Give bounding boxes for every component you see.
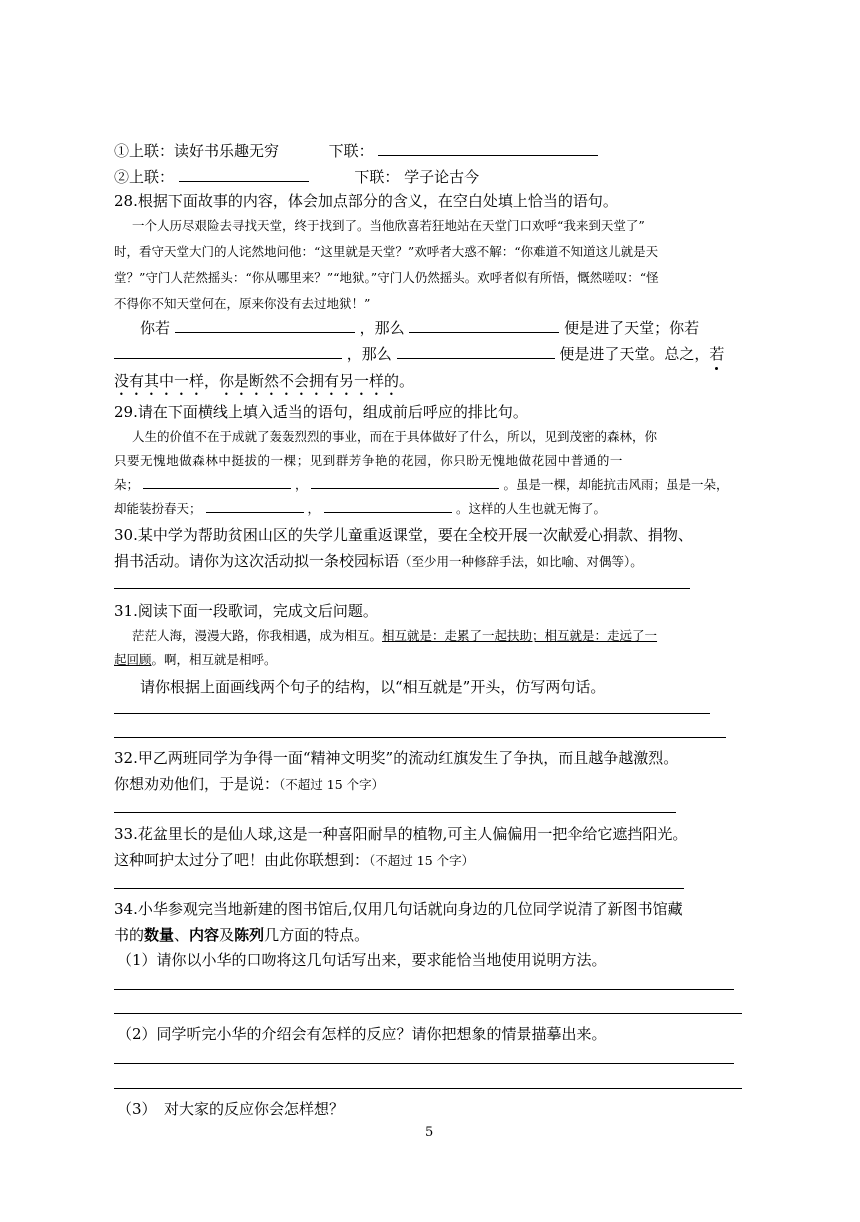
- couplet-1-lower-label: 下联：: [328, 142, 374, 160]
- q28-fill-ruo: 若: [709, 345, 725, 363]
- q34-bold-quantity: 数量: [144, 926, 175, 944]
- q29-p3-c: 。虽是一棵，却能抗击风雨；虽是一朵，: [503, 477, 729, 492]
- q33-line-1: 33.花盆里长的是仙人球,这是一种喜阳耐旱的植物,可主人偏偏用一把伞给它遮挡阳光。: [114, 825, 688, 843]
- q29-blank-4[interactable]: [324, 499, 452, 513]
- q31-answer-line-2[interactable]: [114, 737, 726, 738]
- q32-line-1: 32.甲乙两班同学为争得一面“精神文明奖”的流动红旗发生了争执，而且越争越激烈。: [114, 749, 679, 767]
- couplet-1-upper: ①上联：读好书乐趣无穷: [114, 142, 280, 160]
- q28-fill-c: 便是进了天堂；你若: [564, 319, 700, 337]
- q34-sub-2: （2）同学听完小华的介绍会有怎样的反应？请你把想象的情景描摹出来。: [117, 1025, 607, 1043]
- q28-fill-a: 你若: [140, 319, 171, 337]
- q34-line-2: [114, 924, 369, 945]
- q32-note: （不超过 15 个字）: [279, 777, 385, 792]
- couplet-2-upper-blank[interactable]: [179, 165, 309, 182]
- q34-answer-line-2[interactable]: [114, 1013, 742, 1014]
- q34-sub-1: （1）请你以小华的口吻将这几句话写出来，要求能恰当地使用说明方法。: [117, 951, 607, 969]
- q31-task: 请你根据上面画线两个句子的结构，以“相互就是”开头，仿写两句话。: [140, 678, 606, 696]
- q30-answer-line[interactable]: [114, 588, 690, 589]
- q28-dotted-sentence: 没有其中一样，你是断然不会拥有另一样的。: [114, 372, 415, 390]
- q34-sep-2: 及: [219, 926, 235, 944]
- q34-bold-content: 内容: [189, 926, 220, 944]
- q31-lyric-underlined: 相互就是：走累了一起扶助；相互就是：走远了一: [382, 628, 658, 643]
- q28-story-line-2: 时，看守天堂大门的人诧然地问他：“这里就是天堂？”欢呼者大惑不解：“你难道不知道这儿就是天: [114, 244, 659, 259]
- couplet-2-upper-label: ②上联：: [114, 168, 175, 186]
- q28-story-line-3: 堂？”守门人茫然摇头：“你从哪里来？”“地狱。”守门人仍然摇头。欢呼者似有所悟，慨然嗟叹：“怪: [114, 270, 659, 285]
- q34-sub-3: （3） 对大家的反应你会怎样想？: [117, 1100, 345, 1118]
- q31-lyric-underlined-2: 起回顾: [114, 652, 152, 667]
- q31-answer-line-1[interactable]: [114, 713, 710, 714]
- q28-fill-b: ，那么: [359, 319, 405, 337]
- q28-story-line-4: 不得你不知天堂何在，原来你没有去过地狱！”: [114, 296, 371, 311]
- q29-p4-c: 。这样的人生也就无悔了。: [455, 501, 606, 516]
- q29-para-line-3: [114, 475, 728, 493]
- q28-fill-d: ，那么: [346, 345, 392, 363]
- q29-p3-b: ，: [294, 477, 308, 492]
- q30-line-2: [114, 550, 643, 571]
- couplet-row-2: [114, 165, 479, 187]
- q30-line-2-text: 捐书活动。请你为这次活动拟一条校园标语: [114, 552, 400, 570]
- q28-fill-line-1: [140, 316, 699, 338]
- q29-para-line-1: 人生的价值不在于成就了轰轰烈烈的事业，而在于具体做好了什么，所以，见到茂密的森林，你: [132, 429, 658, 444]
- couplet-row-1: [114, 139, 598, 161]
- q28-title: 28.根据下面故事的内容，体会加点部分的含义，在空白处填上恰当的语句。: [114, 192, 618, 210]
- q31-lyric-line-1: [132, 626, 657, 644]
- q32-line-2-text: 你想劝劝他们，于是说：: [114, 775, 280, 793]
- q34-answer-line-3[interactable]: [114, 1063, 734, 1064]
- q29-blank-1[interactable]: [143, 475, 291, 489]
- q34-answer-line-1[interactable]: [114, 989, 734, 990]
- q29-blank-3[interactable]: [206, 499, 304, 513]
- q29-p4-a: 却能装扮春天；: [114, 501, 202, 516]
- q34-answer-line-4[interactable]: [114, 1088, 742, 1089]
- couplet-1-lower-blank[interactable]: [378, 139, 598, 156]
- q28-story-line-1: 一个人历尽艰险去寻找天堂，终于找到了。当他欣喜若狂地站在天堂门口欢呼“我来到天堂了”: [132, 218, 645, 233]
- q31-lyric-a: 茫茫人海，漫漫大路，你我相遇，成为相互。: [132, 628, 383, 643]
- q31-lyric-line-2: [114, 650, 277, 668]
- q34-sep-1: 、: [174, 926, 190, 944]
- q32-line-2: [114, 773, 384, 794]
- q28-fill-line-3: [114, 370, 414, 399]
- q30-note: （至少用一种修辞手法，如比喻、对偶等）。: [399, 554, 643, 569]
- q30-line-1: 30.某中学为帮助贫困山区的失学儿童重返课堂，要在全校开展一次献爱心捐款、捐物、: [114, 526, 693, 544]
- q28-blank-3[interactable]: [114, 342, 342, 359]
- q31-lyric-end: 。啊，相互就是相呼。: [151, 652, 277, 667]
- q29-para-line-4: [114, 499, 606, 517]
- q34-bold-display: 陈列: [234, 926, 265, 944]
- q28-fill-e: 便是进了天堂。总之，: [559, 345, 710, 363]
- q33-answer-line[interactable]: [114, 888, 684, 889]
- q33-line-2: [114, 849, 474, 870]
- q34-line-2-b: 几方面的特点。: [264, 926, 370, 944]
- q29-p3-a: 朵；: [114, 477, 140, 492]
- q34-line-2-a: 书的: [114, 926, 145, 944]
- q34-line-1: 34.小华参观完当地新建的图书馆后,仅用几句话就向身边的几位同学说清了新图书馆藏: [114, 900, 683, 918]
- q28-blank-4[interactable]: [397, 342, 555, 359]
- q32-answer-line[interactable]: [114, 812, 676, 813]
- q28-blank-1[interactable]: [175, 316, 355, 333]
- q29-blank-2[interactable]: [311, 475, 499, 489]
- page-number: 5: [425, 1125, 434, 1140]
- q28-blank-2[interactable]: [409, 316, 559, 333]
- q33-note: （不超过 15 个字）: [369, 853, 475, 868]
- q29-p4-b: ，: [307, 501, 320, 516]
- q28-fill-line-2: [114, 342, 724, 364]
- q33-line-2-text: 这种呵护太过分了吧！由此你联想到：: [114, 851, 370, 869]
- q31-title: 31.阅读下面一段歌词，完成文后问题。: [114, 602, 378, 620]
- couplet-2-lower-text: 学子论古今: [404, 168, 480, 186]
- q29-title: 29.请在下面横线上填入适当的语句，组成前后呼应的排比句。: [114, 403, 528, 421]
- couplet-2-lower-label: 下联：: [354, 168, 400, 186]
- q29-para-line-2: 只要无愧地做森林中挺拔的一棵；见到群芳争艳的花园，你只盼无愧地做花园中普通的一: [114, 453, 623, 468]
